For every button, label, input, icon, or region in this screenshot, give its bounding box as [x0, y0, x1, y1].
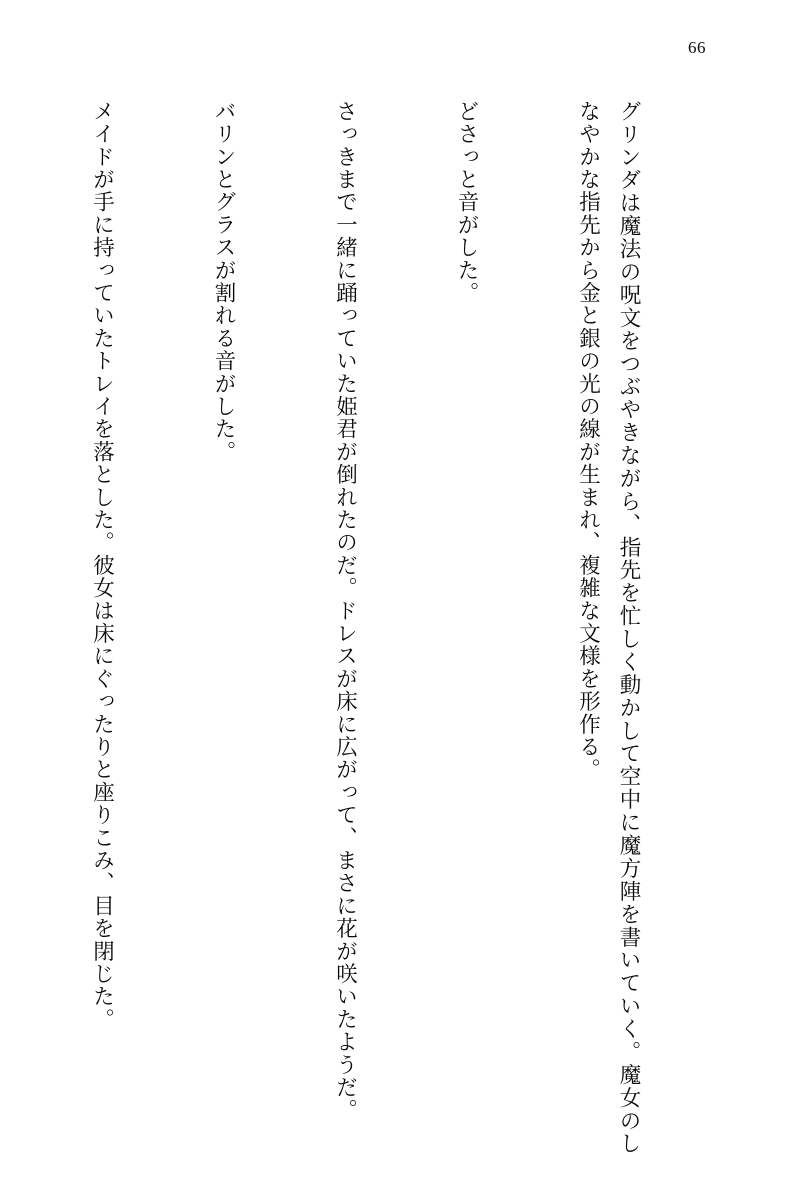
paragraph: グリンダは魔法の呪文をつぶやきながら、指先を忙しく動かして空中に魔方陣を書いていく。魔女のしなやかな指先から金と銀の光の線が生まれ、複雑な文様を形作る。: [576, 100, 641, 1155]
paragraph: どさっと音がした。: [455, 100, 479, 305]
paragraph: [0, 100, 1, 1155]
paragraph: さっきまで一緒に踊っていた姫君が倒れたのだ。ドレスが床に広がって、まさに花が咲いたようだ。: [333, 100, 358, 1122]
paragraph: バリンとグラスが割れる音がした。: [212, 100, 236, 464]
page-body-text: [44, 100, 730, 1155]
paragraph: メイドが手に持っていたトレイを落とした。彼女は床にぐったりと座りこみ、目を閉じた。: [90, 100, 115, 1031]
page-number: 66: [688, 38, 706, 57]
